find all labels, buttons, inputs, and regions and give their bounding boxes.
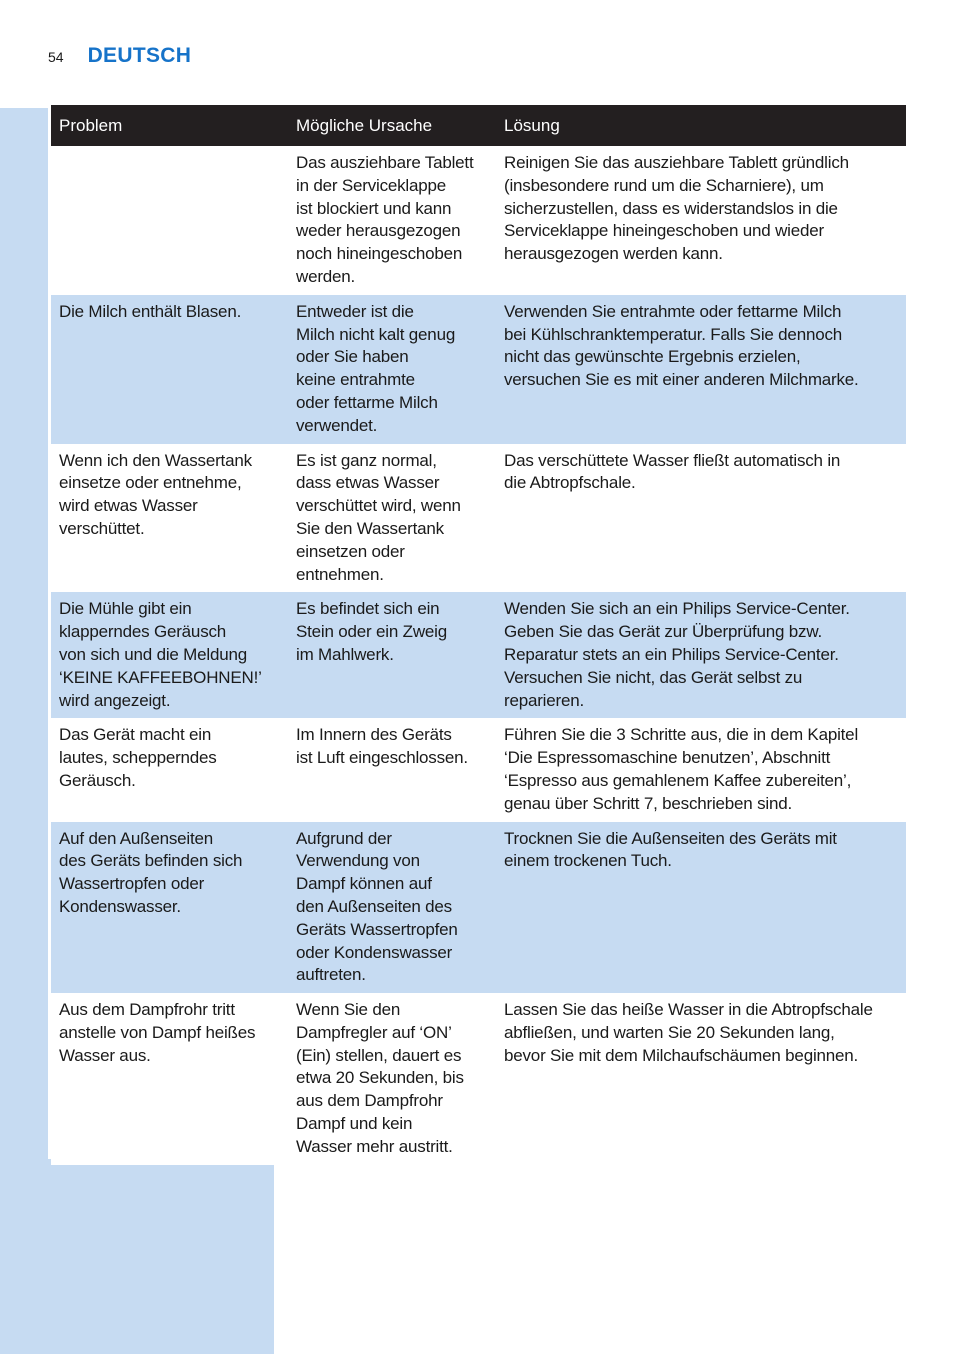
- solution-cell: Trocknen Sie die Außenseiten des Geräts mit einem trockenen Tuch.: [496, 822, 906, 994]
- solution-cell: Wenden Sie sich an ein Philips Service-Center. Geben Sie das Gerät zur Überprüfung bzw. Reparatur stets an ein Philips Service-Center. Versuchen Sie nicht, das Gerät selbst zu reparieren.: [496, 592, 906, 718]
- problem-cell: Die Milch enthält Blasen.: [51, 295, 288, 444]
- solution-cell: Verwenden Sie entrahmte oder fettarme Milch bei Kühlschranktemperatur. Falls Sie dennoch nicht das gewünschte Ergebnis erzielen, versuchen Sie es mit einer anderen Milchmarke.: [496, 295, 906, 444]
- problem-cell: [51, 146, 288, 295]
- page-number: 54: [48, 49, 64, 65]
- table-row: [51, 295, 906, 444]
- problem-cell: Auf den Außenseiten des Geräts befinden sich Wassertropfen oder Kondenswasser.: [51, 822, 288, 994]
- cause-cell: Entweder ist die Milch nicht kalt genug oder Sie haben keine entrahmte oder fettarme Milch verwendet.: [288, 295, 496, 444]
- sidebar-color-strip: [0, 108, 48, 1354]
- table-row: [51, 993, 906, 1165]
- cause-cell: Wenn Sie den Dampfregler auf ‘ON’ (Ein) stellen, dauert es etwa 20 Sekunden, bis aus dem Dampfrohr Dampf und kein Wasser mehr austritt.: [288, 993, 496, 1165]
- column-header-cause: Mögliche Ursache: [288, 105, 496, 146]
- table-row: [51, 592, 906, 718]
- page-header: [48, 44, 191, 68]
- table-row: [51, 444, 906, 593]
- bottom-color-block: [48, 1159, 274, 1354]
- column-header-solution: Lösung: [496, 105, 906, 146]
- table-row: [51, 822, 906, 994]
- problem-cell: Das Gerät macht ein lautes, schepperndes Geräusch.: [51, 718, 288, 821]
- cause-cell: Im Innern des Geräts ist Luft eingeschlossen.: [288, 718, 496, 821]
- cause-cell: Es ist ganz normal, dass etwas Wasser verschüttet wird, wenn Sie den Wassertank einsetzen oder entnehmen.: [288, 444, 496, 593]
- problem-cell: Aus dem Dampfrohr tritt anstelle von Dampf heißes Wasser aus.: [51, 993, 288, 1165]
- solution-cell: Führen Sie die 3 Schritte aus, die in dem Kapitel ‘Die Espressomaschine benutzen’, Abschnitt ‘Espresso aus gemahlenem Kaffee zubereiten’, genau über Schritt 7, beschrieben sind.: [496, 718, 906, 821]
- troubleshooting-table: [51, 105, 906, 1165]
- cause-cell: Aufgrund der Verwendung von Dampf können auf den Außenseiten des Geräts Wassertropfen oder Kondenswasser auftreten.: [288, 822, 496, 994]
- solution-cell: Das verschüttete Wasser fließt automatisch in die Abtropfschale.: [496, 444, 906, 593]
- table-row: [51, 146, 906, 295]
- cause-cell: Es befindet sich ein Stein oder ein Zweig im Mahlwerk.: [288, 592, 496, 718]
- solution-cell: Reinigen Sie das ausziehbare Tablett gründlich (insbesondere rund um die Scharniere), um sicherzustellen, dass es widerstandslos in die Serviceklappe hineingeschoben und wieder herausgezogen werden kann.: [496, 146, 906, 295]
- problem-cell: Die Mühle gibt ein klapperndes Geräusch von sich und die Meldung ‘KEINE KAFFEEBOHNEN!’ wird angezeigt.: [51, 592, 288, 718]
- section-title: DEUTSCH: [87, 44, 192, 67]
- column-header-problem: Problem: [51, 105, 288, 146]
- problem-cell: Wenn ich den Wassertank einsetze oder entnehme, wird etwas Wasser verschüttet.: [51, 444, 288, 593]
- table-row: [51, 718, 906, 821]
- table-header-row: [51, 105, 906, 146]
- solution-cell: Lassen Sie das heiße Wasser in die Abtropfschale abfließen, und warten Sie 20 Sekunden lang, bevor Sie mit dem Milchaufschäumen beginnen.: [496, 993, 906, 1165]
- cause-cell: Das ausziehbare Tablett in der Serviceklappe ist blockiert und kann weder herausgezogen noch hineingeschoben werden.: [288, 146, 496, 295]
